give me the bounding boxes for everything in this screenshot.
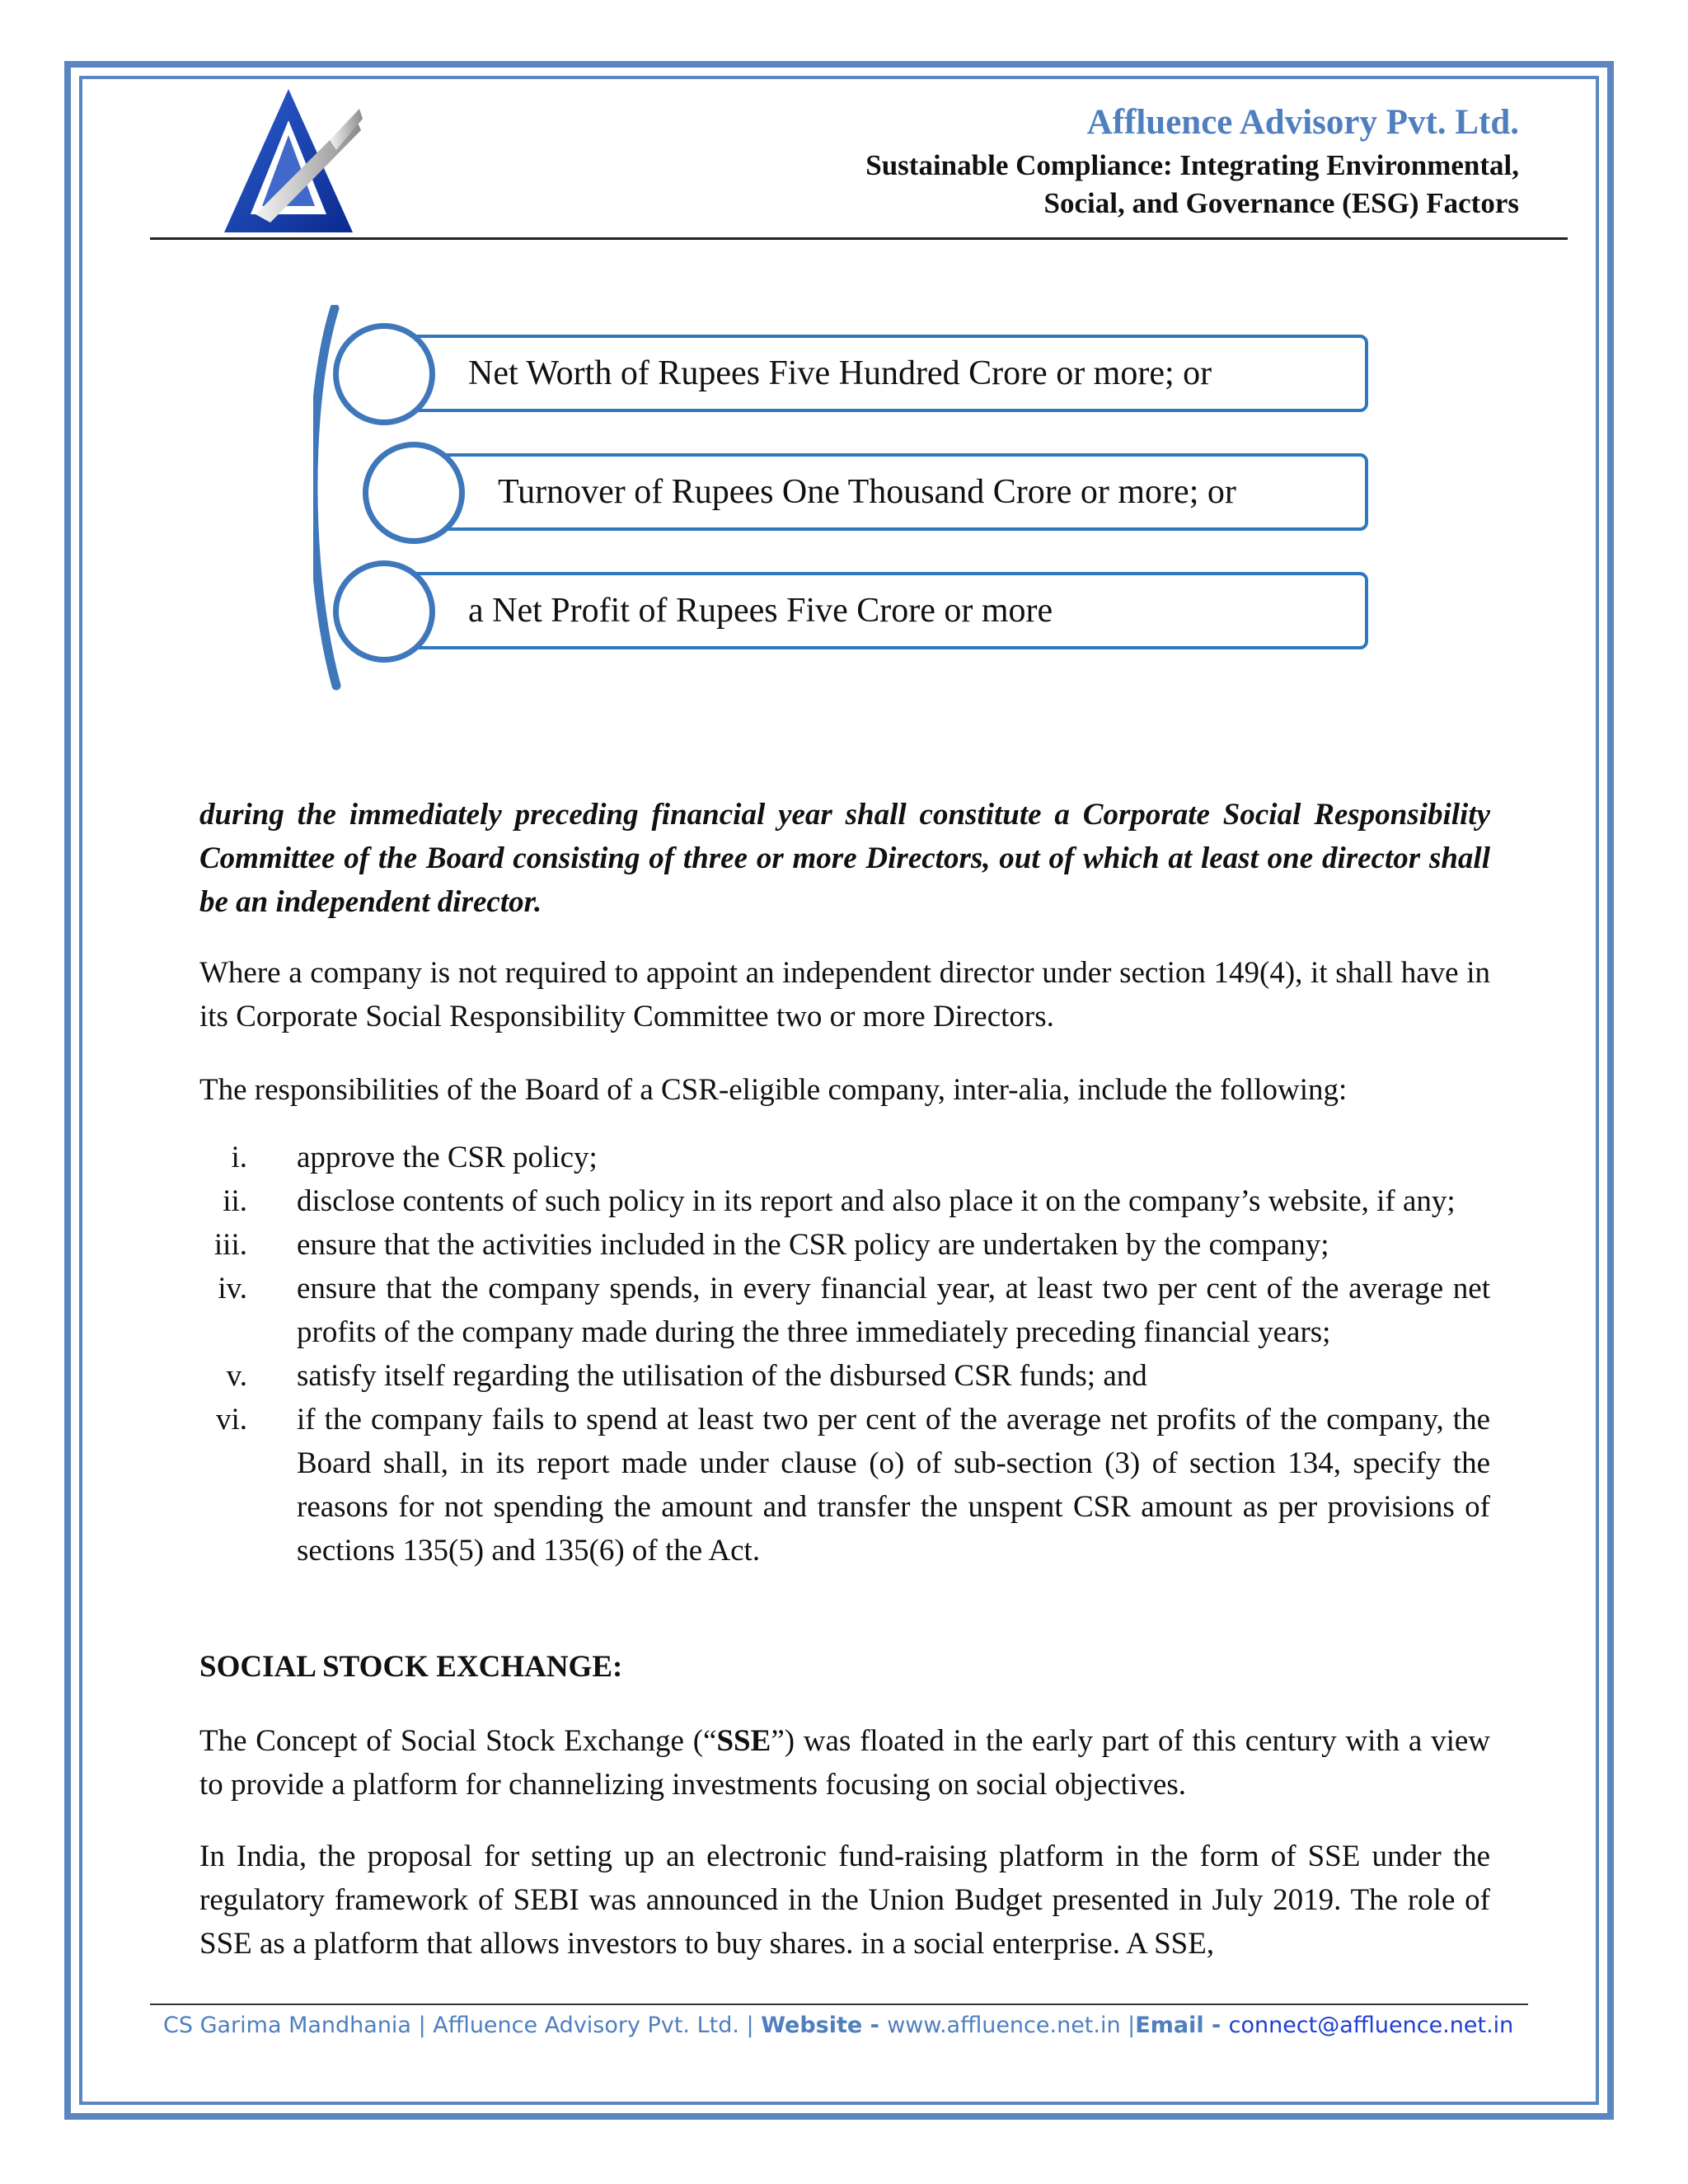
tagline-line-1: Sustainable Compliance: Integrating Environmental, [865,149,1519,181]
independent-director-paragraph: Where a company is not required to appoint an independent director under section 149(4), it shall have in its Corporate Social Responsibility Committee two or more Directors. [199,956,1490,1033]
list-item: i. approve the CSR policy; [231,1141,598,1174]
criteria-text: Net Worth of Rupees Five Hundred Crore or more; or [468,354,1212,392]
header-divider [150,237,1568,240]
website-link[interactable]: www.affluence.net.in [887,2013,1121,2038]
email-link[interactable]: connect@affluence.net.in [1228,2013,1514,2038]
sse-india-paragraph: In India, the proposal for setting up an electronic fund-raising platform in the form of SSE under the regulatory framework of SEBI was announced in the Union Budget presented in July 2019. The role of SSE as a platform that allows investors to buy shares. in a social enterprise. A SSE, [199,1840,1490,1961]
tagline-line-2: Social, and Governance (ESG) Factors [1043,187,1519,219]
sse-concept-paragraph: The Concept of Social Stock Exchange (“SSE”) was floated in the early part of this century with a view to provide a platform for channelizing investments focusing on social objectives. [199,1724,1490,1802]
footer-divider [150,2004,1528,2005]
criteria-box-net-profit [389,572,1368,649]
page-footer: CS Garima Mandhania | Affluence Advisory Pvt. Ltd. | Website - www.affluence.net.in |Email - connect@affluence.net.in [163,2013,1514,2038]
list-item: iii. ensure that the activities included in the CSR policy are undertaken by the company; [213,1228,1329,1262]
criteria-box-net-worth [389,335,1368,412]
criteria-bullet-circle [333,323,435,425]
list-item: ii. disclose contents of such policy in its report and also place it on the company’s website, if any; [223,1184,1456,1218]
list-item: iv. ensure that the company spends, in every financial year, at least two per cent of the average net profits of the company made during the three immediately preceding financial years; [218,1272,1490,1349]
list-item: vi. if the company fails to spend at least two per cent of the average net profits of the company, the Board shall, in its report made under clause (o) of sub-section (3) of section 134, specify the reasons for not spending the amount and transfer the unspent CSR amount as per provisions of sections 135(5) and 135(6) of the Act. [215,1403,1490,1568]
criteria-diagram [313,305,1368,692]
criteria-bullet-circle [333,560,435,663]
company-logo [206,82,363,239]
criteria-text: a Net Profit of Rupees Five Crore or more [468,592,1053,630]
criteria-box-turnover [419,453,1368,531]
criteria-bullet-circle [363,442,465,544]
document-tagline [865,147,1519,223]
list-item: v. satisfy itself regarding the utilisation of the disbursed CSR funds; and [226,1359,1147,1393]
responsibilities-intro: The responsibilities of the Board of a CSR-eligible company, inter-alia, include the following: [199,1073,1348,1107]
responsibilities-list [199,1136,1490,1572]
company-name: Affluence Advisory Pvt. Ltd. [1086,103,1519,142]
criteria-text: Turnover of Rupees One Thousand Crore or more; or [498,473,1236,511]
section-heading: SOCIAL STOCK EXCHANGE: [199,1650,623,1684]
committee-paragraph: during the immediately preceding financial year shall constitute a Corporate Social Responsibility Committee of the Board consisting of three or more Directors, out of which at least one director shall be an independent director. [199,798,1490,919]
